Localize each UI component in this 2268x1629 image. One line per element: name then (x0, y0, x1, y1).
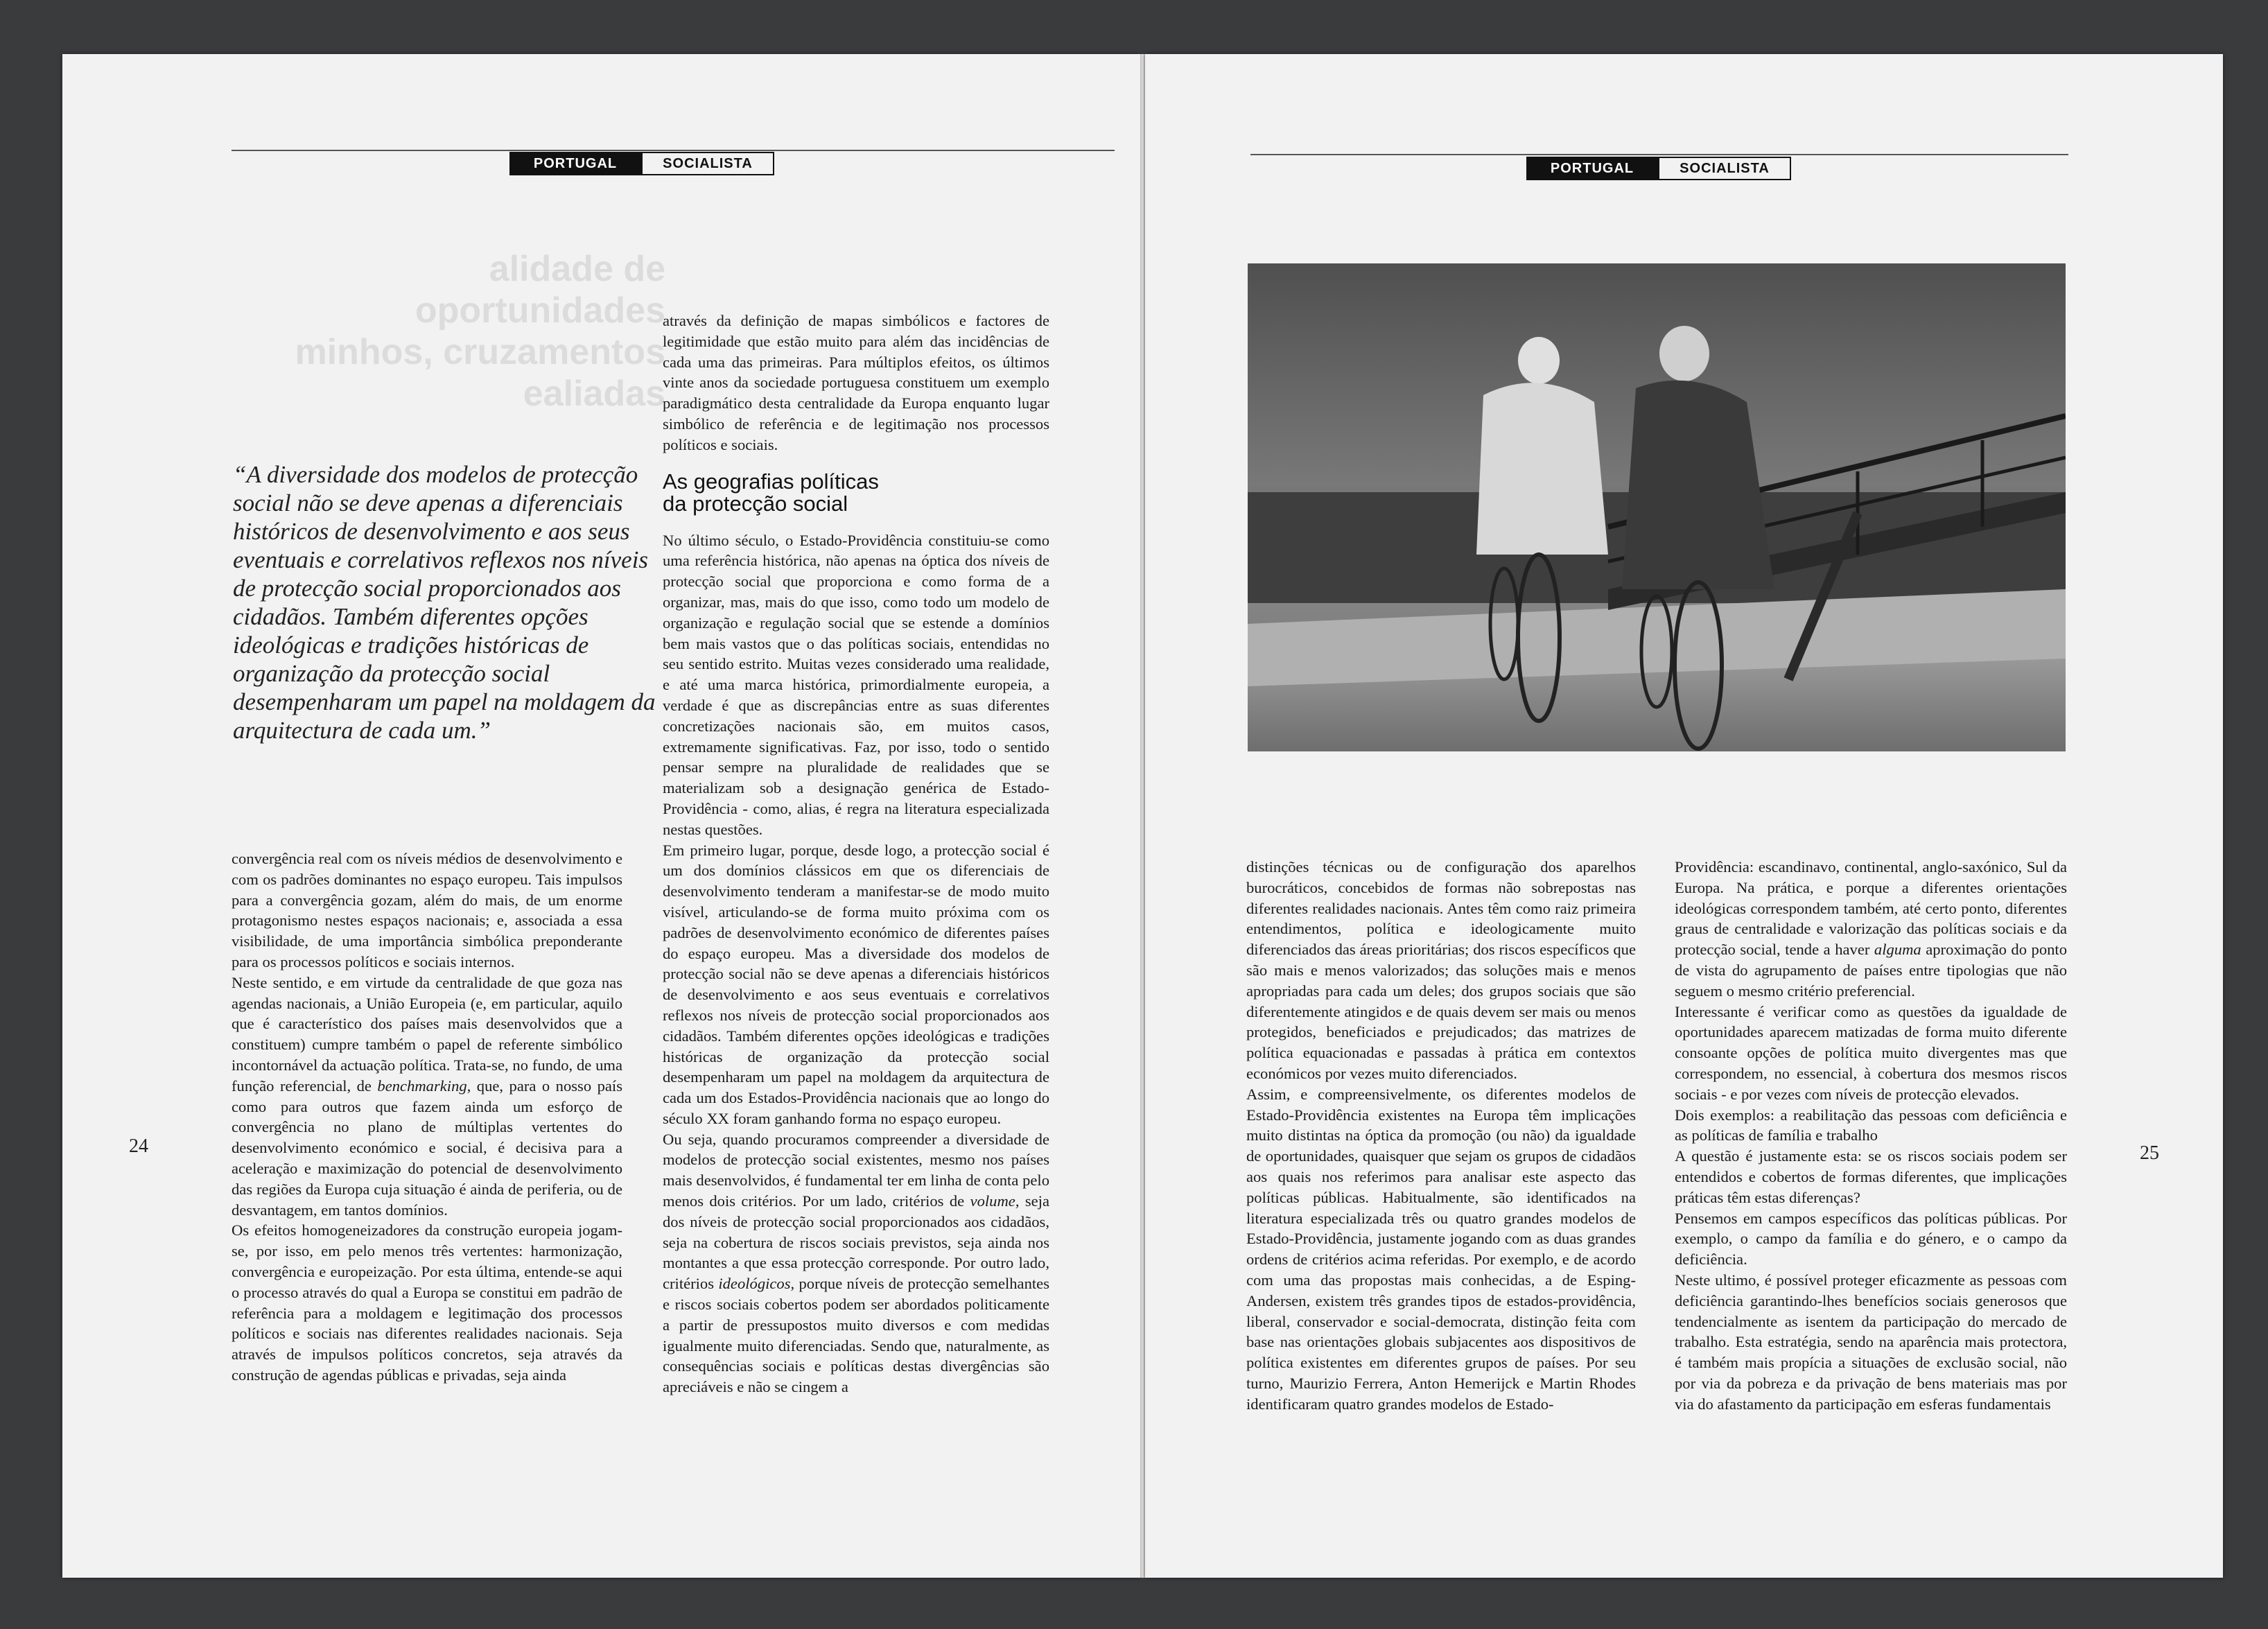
text-span: aproximação do ponto de vista do agrupamento de países entre tipologias que não seguem o mesmo critério preferencial. (1675, 941, 2067, 1000)
page-number-left: 24 (129, 1135, 148, 1157)
emphasis: volume (970, 1192, 1015, 1210)
page-number-right: 25 (2140, 1142, 2159, 1164)
right-column-1 (1246, 857, 1636, 1415)
paragraph: convergência real com os níveis médios de desenvolvimento e com os padrões dominantes no espaço europeu. Tais impulsos para a convergência gozam, além do mais, de um enorme protagonismo nestes espaços nacionais; e, associada a essa visibilidade, de uma importância simbólica preponderante para os processos políticos e sociais internos. (232, 850, 622, 970)
paragraph: Os efeitos homogeneizadores da construção europeia jogam-se, por isso, em pelo menos três vertentes: harmonização, convergência e europeização. Por esta última, entende-se aqui o processo através do qual a Europa se constitui em padrão de referência para a moldagem e legitimação dos processos políticos e sociais nas diferentes realidades nacionais. Seja através de impulsos políticos concretos, seja através da construção de agendas públicas e privadas, seja ainda (232, 1221, 622, 1384)
bleed-through-title (236, 248, 665, 415)
left-column-1 (232, 848, 622, 1386)
subheading: Dois exemplos: a reabilitação das pessoas com deficiência e as políticas de família e trabalho (1675, 1106, 2067, 1144)
text-span: , que, para o nosso país como para outros que fazem ainda um esforço de convergência no plano de múltiplas vertentes do desenvolvimento económico e social, é decisiva para a aceleração e maximização do potencial de desenvolvimento das regiões da Europa cuja situação é ainda de periferia, ou de desvantagem, em tantos domínios. (232, 1077, 622, 1219)
heading-line-1: As geografias políticas (663, 469, 879, 494)
paragraph (232, 973, 622, 1221)
header-rule (232, 150, 1115, 151)
emphasis: benchmarking (377, 1077, 467, 1095)
paragraph: distinções técnicas ou de configuração dos aparelhos burocráticos, concebidos de formas não sobrepostas nas diferentes realidades nacionais. Antes têm como raiz primeira entendimentos, política e ideologicamente muito diferenciados das áreas prioritárias; dos riscos específicos que são mais e menos valorizados; das soluções mais e menos apropriadas para cada um deles; dos grupos sociais que são diferentemente atingidos e de quais devem ser mais ou menos protegidos, beneficiados e prejudicados; das matrizes de política equacionadas e passadas à prática em contextos económicos por vezes muito diferenciados. (1246, 858, 1636, 1082)
pull-quote: “A diversidade dos modelos de protecção social não se deve apenas a diferenciais históricos de desenvolvimento e aos seus eventuais e correlativos reflexos nos níveis de protecção social proporcionados aos cidadãos. Também diferentes opções ideológicas e tradições históricas de organização da protecção social desempenharam um papel na moldagem da arquitectura de cada um.” (233, 461, 656, 744)
text-span: Providência: escandinavo, continental, anglo-saxónico, Sul da Europa. Na prática, e porque a diferentes orientações ideológicas correspondem também, até certo ponto, diferentes graus de centralidade e valorização das políticas sociais e da protecção social, tende a haver (1675, 858, 2067, 959)
heading-line-2: da protecção social (663, 491, 848, 516)
masthead (509, 152, 774, 175)
spine-gutter (1140, 54, 1145, 1578)
paragraph: Pensemos em campos específicos das políticas públicas. Por exemplo, o campo da família e do género, e o campo da deficiência. (1675, 1209, 2067, 1269)
paragraph: Assim, e compreensivelmente, os diferentes modelos de Estado-Providência existentes na Europa têm implicações muito distintas na óptica da promoção (ou não) da igualdade de oportunidades, quaisquer que sejam os grupos de cidadãos aos quais nos referimos para analisar este aspecto das políticas públicas. Habitualmente, são identificados na literatura especializada três ou quatro grandes modelos de Estado-Providência, justamente jogando com as duas grandes ordens de critérios acima referidas. Por exemplo, e de acordo com uma das propostas mais conhecidas, a de Esping-Andersen, existem três grandes tipos de estados-providência, liberal, conservador e social-democrata, distinção feita com base nas orientações globais subjacentes aos dispositivos de política existentes em diferentes grupos de países. Por seu turno, Maurizio Ferrera, Anton Hemerijck e Martin Rhodes identificaram quatro grandes modelos de Estado- (1246, 1085, 1636, 1413)
paragraph (1675, 857, 2067, 1002)
emphasis: ideológicos (718, 1275, 791, 1293)
paragraph: A questão é justamente esta: se os riscos sociais podem ser entendidos e cobertos de formas diferentes, que implicações práticas têm estas diferenças? (1675, 1147, 2067, 1206)
section-heading (663, 471, 1049, 515)
masthead-socialista: SOCIALISTA (1658, 157, 1791, 180)
paragraph: através da definição de mapas simbólicos e factores de legitimidade que estão muito para além das incidências de cada uma das primeiras. Para múltiplos efeitos, os últimos vinte anos da sociedade portuguesa constituem um exemplo paradigmático desta centralidade da Europa enquanto lugar simbólico de referência e de legitimação nos processos políticos e sociais. (663, 312, 1049, 453)
ghost-line-1: alidade de oportunidades (415, 249, 665, 331)
text-span: , seja dos níveis de protecção social proporcionados aos cidadãos, seja na cobertura de riscos sociais previstos, seja ainda nos montantes a que essa protecção corresponde. Por outro lado, critérios (663, 1192, 1049, 1293)
header-rule (1250, 154, 2068, 155)
right-page (1145, 54, 2223, 1578)
masthead (1526, 157, 1791, 180)
left-column-2 (663, 311, 1049, 1397)
ghost-line-2: minhos, cruzamentos (295, 332, 665, 372)
masthead-portugal: PORTUGAL (509, 152, 641, 175)
paragraph (663, 1129, 1049, 1397)
masthead-portugal: PORTUGAL (1526, 157, 1658, 180)
paragraph: Interessante é verificar como as questões da igualdade de oportunidades aparecem matizadas de forma muito diferente consoante opções de política muito divergentes mas que correspondem, no essencial, à cobertura dos mesmos riscos sociais - e por vezes com níveis de protecção elevados. (1675, 1002, 2067, 1103)
photo-graphic (1248, 263, 2066, 751)
paragraph: No último século, o Estado-Providência constituiu-se como uma referência histórica, não apenas na óptica dos níveis de protecção social que proporciona e como forma de a organizar, mas, mais do que isso, como todo um modelo de organização e regulação social que se estende a domínios bem mais vastos que o das políticas sociais, entendidas no seu sentido estrito. Muitas vezes considerado uma realidade, e até uma marca histórica, primordialmente europeia, a verdade é que as discrepâncias entre as suas diferentes concretizações nacionais são, em muitos casos, extremamente significativas. Faz, por isso, todo o sentido pensar sempre na pluralidade de realidades que se materializam sob a designação genérica de Estado-Providência - como, alias, é regra na literatura especializada nestas questões. (663, 531, 1049, 838)
masthead-socialista: SOCIALISTA (641, 152, 774, 175)
text-span: Neste sentido, e em virtude da centralidade de que goza nas agendas nacionais, a União Europeia (e, em particular, aquilo que é característico dos países mais desenvolvidos que a constituem) cumpre também o papel de referente simbólico incontornável da actuação política. Trata-se, no fundo, de uma função referencial, de (232, 973, 622, 1095)
text-span: , porque níveis de protecção semelhantes e riscos sociais cobertos podem ser abordados politicamente a partir de pressupostos muito diversos e com medidas igualmente muito diferenciadas. Sendo que, naturalmente, as consequências sociais e políticas destas divergências são apreciáveis e não se cingem a (663, 1275, 1049, 1396)
text-span: Ou seja, quando procuramos compreender a diversidade de modelos de protecção social existentes, mesmo nos países mais desenvolvidos, é fundamental ter em linha de conta pelo menos dois critérios. Por um lado, critérios de (663, 1130, 1049, 1210)
left-page (62, 54, 1140, 1578)
paragraph: Em primeiro lugar, porque, desde logo, a protecção social é um dos domínios clássicos em que os diferenciais de desenvolvimento tenderam a manifestar-se de modo muito visível, articulando-se de forma muito próxima com os padrões de desenvolvimento económico de diferentes países do espaço europeu. Mas a diversidade dos modelos de protecção social não se deve apenas a diferenciais históricos de desenvolvimento e aos seus eventuais e correlativos reflexos nos níveis de protecção social proporcionados aos cidadãos. Também diferentes opções ideológicas e tradições históricas de organização da protecção social desempenharam um papel na moldagem da arquitectura de cada um dos Estados-Providência nacionais que ao longo do século XX foram ganhando forma no espaço europeu. (663, 841, 1049, 1127)
photo-elderly-couple-cycling-icon (1248, 263, 2066, 751)
right-column-2 (1675, 857, 2067, 1415)
ghost-line-3: ealiadas (523, 374, 665, 414)
paragraph: Neste ultimo, é possível proteger eficazmente as pessoas com deficiência garantindo-lhes benefícios sociais generosos que tendencialmente as isentem da participação do mercado de trabalho. Esta estratégia, sendo na aparência mais protectora, é também mais propícia a situações de exclusão social, não por via da pobreza e da privação de bens materiais mas por via do afastamento da participação em esferas fundamentais (1675, 1271, 2067, 1413)
emphasis: alguma (1874, 941, 1921, 959)
